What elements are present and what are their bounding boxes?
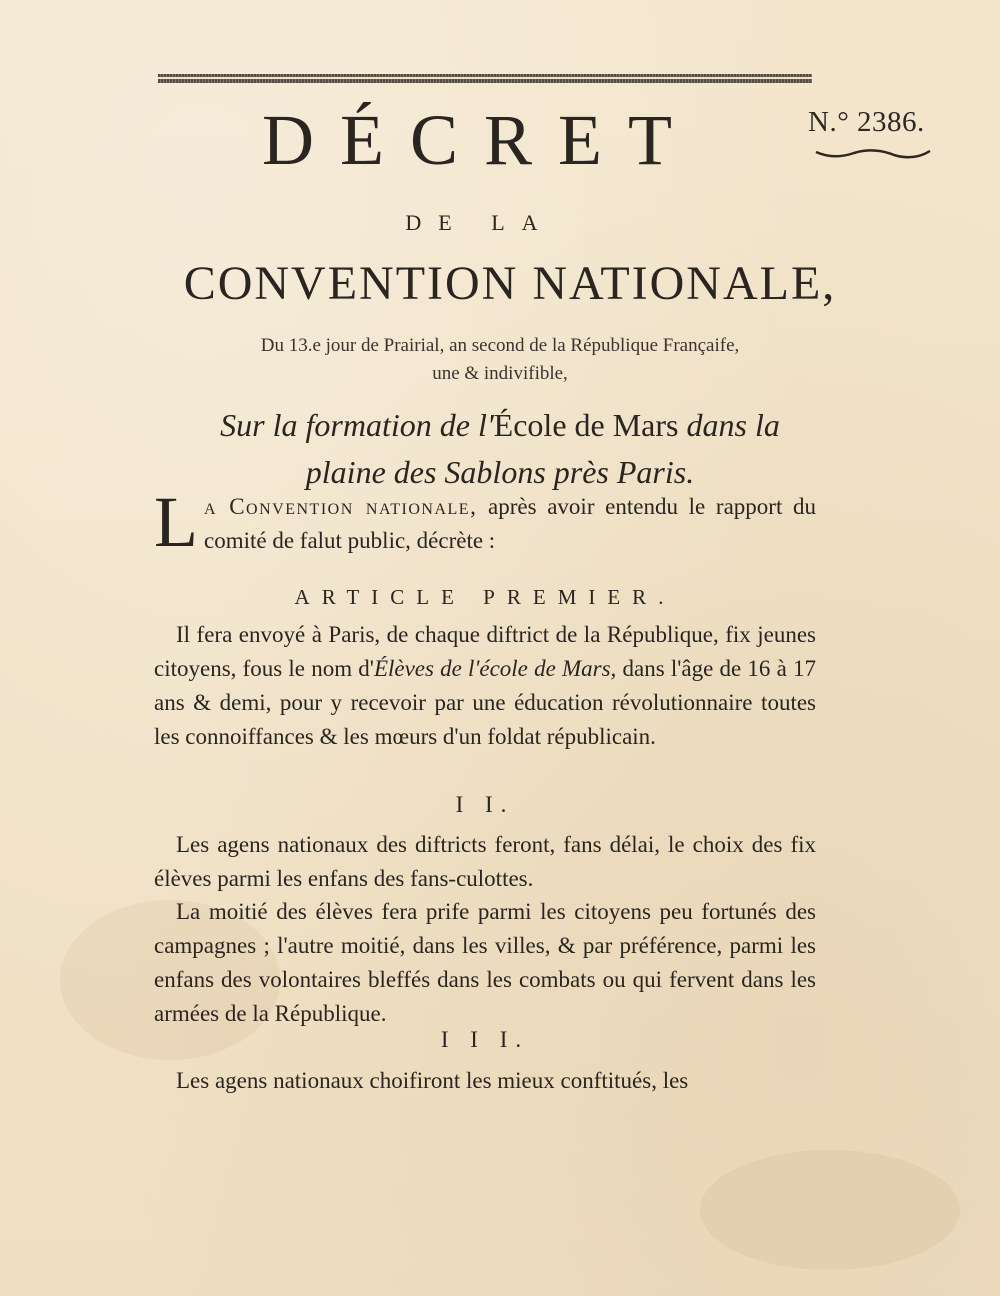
subject-part-1: Sur la formation de l' [220,407,494,443]
document-title: DÉCRET [262,100,698,180]
article-paragraph: Les agens nationaux choifiront les mieux conftitués, les [176,1068,689,1093]
subject-part-3: dans la [678,407,780,443]
article-paragraph: Les agens nationaux des diftricts feront, fans délai, le choix des fix élèves parmi les enfans des fans-culottes. [154,832,816,891]
preamble-text: après avoir entendu le rapport du comité de falut public, décrète : [203,494,817,553]
drop-cap: L [154,482,198,562]
number-ornament-icon [814,146,932,162]
date-line-1: Du 13.e jour de Prairial, an second de la République Françaife, [260,335,740,356]
header-rule [158,74,812,83]
title-connector: DE LA [405,210,555,235]
preamble [154,482,817,562]
article-1-text-end: dans l'âge de 16 à 17 ans & demi, pour y recevoir par une éducation révolutionnaire toutes les connoiffances & les mœurs d'un foldat républicain. [154,656,817,749]
article-1-italic: Élèves de l'école de Mars, [373,656,617,681]
article-heading: I I I. [440,1027,530,1052]
subject-line-2: plaine des Sablons près Paris. [305,454,695,490]
article-1-text: Il fera envoyé à Paris, de chaque diftrict de la République, fix jeunes citoyens, fous le nom d' [154,622,816,681]
decree-subject [130,402,870,496]
subject-part-2: École de Mars [493,407,679,443]
date-line-2: une & indivifible, [432,363,568,384]
preamble-smallcaps: a Convention nationale, [203,494,478,519]
article-heading: I I. [455,792,515,817]
article-paragraph: La moitié des élèves fera prife parmi les citoyens peu fortunés des campagnes ; l'autre moitié, dans les villes, & par préférence, parmi les enfans des volontaires bleffés dans les combats ou qui fervent dans les armées de la République. [154,899,816,1026]
article-heading: ARTICLE PREMIER. [294,585,676,609]
date-line [150,332,850,388]
assembly-name: CONVENTION NATIONALE, [183,257,837,310]
article-paragraph [154,618,816,754]
decree-number: N.° 2386. [808,106,925,138]
paper-stain [700,1150,960,1270]
